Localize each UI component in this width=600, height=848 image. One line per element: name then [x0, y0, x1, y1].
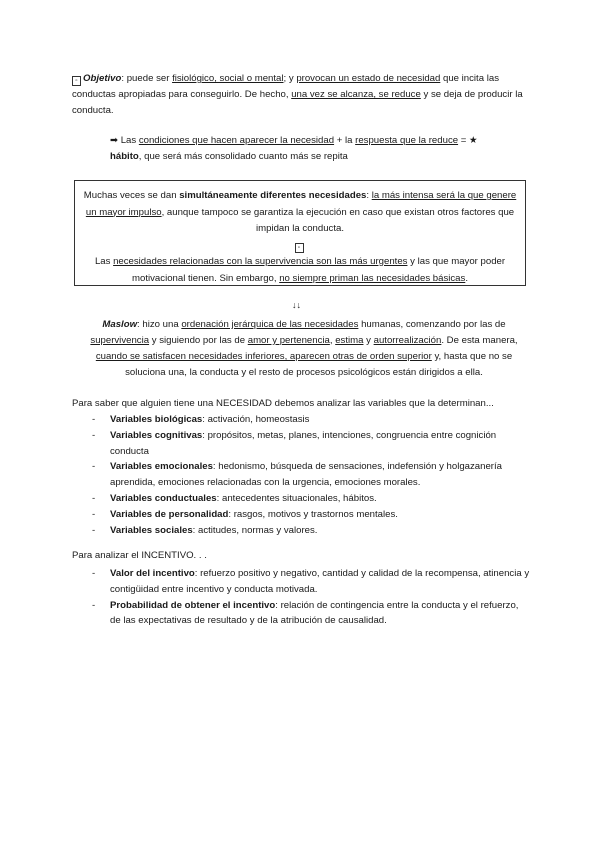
- text: Muchas veces se dan: [83, 190, 180, 201]
- list-item: [90, 459, 530, 491]
- underlined-text: supervivencia: [90, 335, 150, 346]
- necesidad-intro: Para saber que alguien tiene una NECESIDAD debemos analizar las variables que la determinan...: [72, 398, 494, 409]
- document-icon: ▫: [295, 243, 304, 253]
- underlined-text: no siempre priman las necesidades básicas: [279, 272, 466, 284]
- item-text: : activación, homeostasis: [202, 414, 310, 425]
- text: y: [363, 335, 374, 346]
- item-title: Probabilidad de obtener el incentivo: [110, 599, 276, 611]
- text: y siguiendo por las de: [149, 335, 248, 346]
- maslow-paragraph: [82, 317, 526, 381]
- item-title: Valor del incentivo: [110, 568, 195, 579]
- text: : puede ser: [121, 73, 173, 84]
- text: , que será más consolidado cuanto más se repita: [138, 151, 348, 162]
- document-icon: ▫: [72, 76, 81, 86]
- text: y, hasta que no se soluciona una, la conducta y el resto de procesos psicológicos están dirigidos a ella.: [125, 351, 513, 378]
- list-item: [90, 507, 530, 523]
- text: :: [366, 190, 372, 201]
- item-text: : refuerzo positivo y negativo, cantidad y calidad de la recompensa, atinencia y contigüidad entre incentivo y conducta motivada.: [110, 568, 530, 595]
- list-item: [90, 523, 530, 539]
- text: , aunque tampoco se garantiza la ejecución en caso que existan otros factores que impidan la conducta.: [161, 206, 515, 234]
- list-item: [90, 566, 530, 598]
- text: ,: [329, 335, 336, 346]
- text: = ★: [458, 135, 478, 146]
- underlined-text: provocan un estado de necesidad: [296, 73, 441, 84]
- item-title: Variables cognitivas: [110, 429, 203, 441]
- necesidad-variables-list: [90, 412, 530, 538]
- list-item: [90, 491, 530, 507]
- item-title: Variables conductuales: [110, 492, 217, 504]
- underlined-text: necesidades relacionadas con la supervivencia son las más urgentes: [113, 256, 408, 267]
- bold-text: hábito: [110, 151, 139, 162]
- item-title: Variables de personalidad: [110, 508, 229, 520]
- list-item: [90, 598, 530, 630]
- item-title: Variables emocionales: [110, 461, 213, 473]
- text: que incita las conductas apropiadas para conseguirlo. De hecho,: [72, 73, 499, 100]
- item-title: Variables sociales: [110, 524, 193, 536]
- underlined-text: estima: [335, 335, 364, 346]
- objetivo-label: Objetivo: [83, 73, 122, 84]
- item-text: : hedonismo, búsqueda de sensaciones, indefensión y holgazanería aprendida, emociones relacionadas con la urgencia, emociones morales.: [110, 461, 503, 489]
- incentivo-list: [90, 566, 530, 629]
- underlined-text: una vez se alcanza, se reduce: [291, 89, 421, 100]
- underlined-text: autorrealización: [373, 335, 442, 346]
- text: : hizo una: [137, 319, 182, 330]
- text: + la: [334, 135, 356, 146]
- item-title: Variables biológicas: [110, 414, 203, 425]
- text: . De esta manera,: [441, 335, 518, 346]
- underlined-text: cuando se satisfacen necesidades inferiores, aparecen otras de orden superior: [95, 351, 432, 362]
- maslow-label: Maslow: [102, 319, 138, 330]
- item-text: : relación de contingencia entre la conducta y el refuerzo, de las expectativas de resultado y de la atribución de causalidad.: [110, 599, 519, 627]
- list-item: [90, 428, 530, 460]
- underlined-text: condiciones que hacen aparecer la necesidad: [138, 135, 335, 146]
- underlined-text: ordenación jerárquica de las necesidades: [181, 319, 359, 330]
- highlight-box: [74, 180, 526, 286]
- underlined-text: la más intensa será la que genere un mayor impulso: [85, 190, 517, 218]
- text: y las que mayor poder motivacional tienen. Sin embargo,: [132, 256, 506, 284]
- down-arrows-icon: ↓↓: [292, 300, 301, 310]
- text: y se deja de producir la conducta.: [72, 89, 523, 116]
- list-item: [90, 412, 530, 428]
- objetivo-paragraph: [72, 71, 532, 119]
- habito-paragraph: [110, 133, 510, 165]
- item-text: : rasgos, motivos y trastornos mentales.: [228, 508, 398, 520]
- underlined-text: respuesta que la reduce: [355, 135, 459, 146]
- text: .: [465, 272, 468, 284]
- text: humanas, comenzando por las de: [358, 319, 506, 330]
- item-text: : propósitos, metas, planes, intenciones, congruencia entre cognición conducta: [110, 429, 497, 457]
- text: ; y: [283, 73, 297, 84]
- underlined-text: amor y pertenencia: [247, 335, 330, 346]
- bold-text: simultáneamente diferentes necesidades: [179, 190, 367, 201]
- incentivo-intro: Para analizar el INCENTIVO. . .: [72, 550, 207, 561]
- text: Las: [94, 256, 114, 267]
- item-text: : actitudes, normas y valores.: [192, 524, 318, 536]
- item-text: : antecedentes situacionales, hábitos.: [216, 492, 377, 504]
- underlined-text: fisiológico, social o mental: [172, 73, 284, 84]
- text: ➡ Las: [110, 135, 139, 146]
